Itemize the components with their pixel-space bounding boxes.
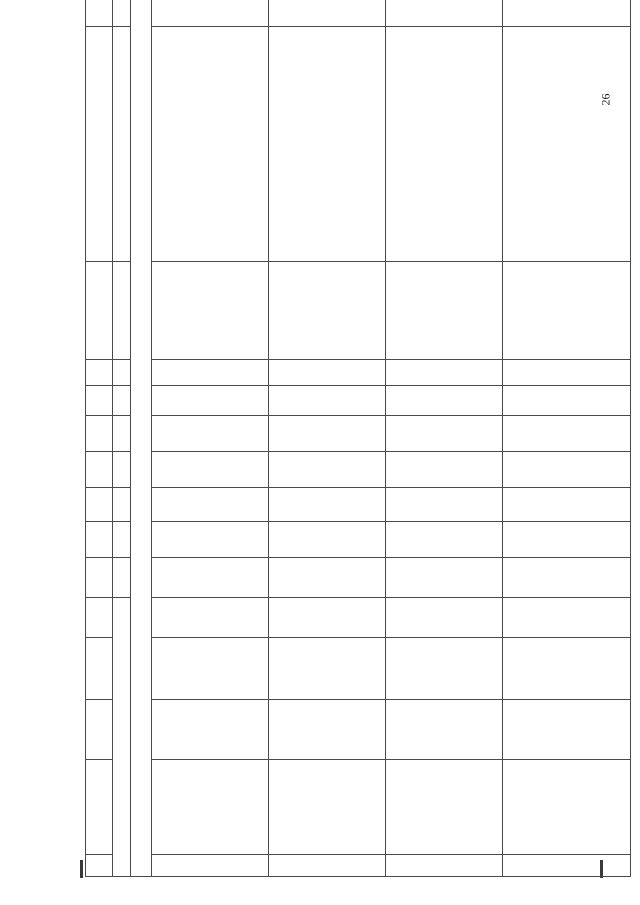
cell-funding-source bbox=[269, 638, 386, 700]
cell-2018 bbox=[86, 416, 113, 452]
cell-funding-source bbox=[386, 638, 503, 700]
cell-executor bbox=[152, 700, 269, 760]
cell-num bbox=[86, 855, 113, 877]
cell-2019 bbox=[86, 386, 113, 416]
cell-num bbox=[152, 855, 269, 877]
cell-num bbox=[386, 855, 503, 877]
cell-2016 bbox=[269, 488, 386, 522]
cell-total-label bbox=[113, 598, 131, 877]
cell-num bbox=[503, 855, 631, 877]
cell-empty bbox=[113, 262, 131, 360]
cell-executor bbox=[503, 700, 631, 760]
cell-term bbox=[269, 598, 386, 638]
cell-total bbox=[386, 558, 503, 598]
cell-2019 bbox=[152, 386, 269, 416]
cell-empty bbox=[113, 27, 131, 262]
cell-measure bbox=[386, 760, 503, 855]
cell-funding-source bbox=[86, 638, 113, 700]
cell-2018 bbox=[503, 416, 631, 452]
cell-measure bbox=[152, 760, 269, 855]
cell-term bbox=[152, 598, 269, 638]
cell-2020 bbox=[269, 360, 386, 386]
cell-num bbox=[269, 855, 386, 877]
cell-empty bbox=[269, 27, 386, 262]
cell-measure bbox=[503, 760, 631, 855]
table-row bbox=[503, 0, 631, 877]
cell-program bbox=[86, 0, 113, 27]
cell-executor bbox=[269, 700, 386, 760]
cell-2019 bbox=[503, 386, 631, 416]
cell-result bbox=[152, 262, 269, 360]
cell-total bbox=[269, 558, 386, 598]
cell-2015 bbox=[152, 522, 269, 558]
table-row bbox=[386, 0, 503, 877]
table-row-header-continuation bbox=[86, 0, 113, 877]
cell-2020 bbox=[386, 360, 503, 386]
cell-2015 bbox=[86, 522, 113, 558]
cell-executor bbox=[86, 700, 113, 760]
rotated-table-wrapper bbox=[85, 27, 595, 877]
cell-program bbox=[386, 0, 503, 27]
cell-2018 bbox=[113, 416, 131, 452]
cell-2018 bbox=[269, 416, 386, 452]
table-row-section-title bbox=[131, 0, 152, 877]
cell-2020 bbox=[152, 360, 269, 386]
cell-2017 bbox=[503, 452, 631, 488]
cell-2017 bbox=[386, 452, 503, 488]
table-row bbox=[152, 0, 269, 877]
cell-executor bbox=[386, 700, 503, 760]
cell-2015 bbox=[113, 522, 131, 558]
cell-program bbox=[269, 0, 386, 27]
cell-2018 bbox=[152, 416, 269, 452]
cell-measure bbox=[269, 760, 386, 855]
cell-term bbox=[86, 598, 113, 638]
cell-empty bbox=[113, 0, 131, 27]
cell-2016 bbox=[386, 488, 503, 522]
cell-empty bbox=[503, 27, 631, 262]
cell-2017 bbox=[86, 452, 113, 488]
cell-funding-source bbox=[503, 638, 631, 700]
cell-2020 bbox=[503, 360, 631, 386]
cell-program bbox=[503, 0, 631, 27]
cell-2019 bbox=[113, 386, 131, 416]
table-row bbox=[269, 0, 386, 877]
cell-2019 bbox=[269, 386, 386, 416]
cell-empty bbox=[86, 27, 113, 262]
program-table bbox=[85, 0, 631, 877]
cell-result bbox=[386, 262, 503, 360]
cell-2017 bbox=[113, 452, 131, 488]
table-row-total bbox=[113, 0, 131, 877]
cell-2019 bbox=[386, 386, 503, 416]
cell-2017 bbox=[269, 452, 386, 488]
cell-2015 bbox=[503, 522, 631, 558]
cell-2017 bbox=[152, 452, 269, 488]
cell-term bbox=[386, 598, 503, 638]
cell-total bbox=[503, 558, 631, 598]
cell-term bbox=[503, 598, 631, 638]
cell-result bbox=[86, 262, 113, 360]
cell-result bbox=[503, 262, 631, 360]
cell-total bbox=[86, 558, 113, 598]
cell-2015 bbox=[386, 522, 503, 558]
cell-2020 bbox=[113, 360, 131, 386]
cell-empty bbox=[386, 27, 503, 262]
cell-2016 bbox=[152, 488, 269, 522]
cell-2018 bbox=[386, 416, 503, 452]
cell-result bbox=[269, 262, 386, 360]
cell-2016 bbox=[113, 488, 131, 522]
cell-program bbox=[152, 0, 269, 27]
cell-2016 bbox=[503, 488, 631, 522]
section-title bbox=[131, 0, 152, 877]
cell-measure bbox=[86, 760, 113, 855]
cell-2016 bbox=[86, 488, 113, 522]
cell-total bbox=[152, 558, 269, 598]
cell-total bbox=[113, 558, 131, 598]
cell-2020 bbox=[86, 360, 113, 386]
cell-funding-source bbox=[152, 638, 269, 700]
cell-2015 bbox=[269, 522, 386, 558]
page-number: 26 bbox=[598, 93, 613, 106]
scan-edge-mark bbox=[80, 860, 83, 878]
cell-empty bbox=[152, 27, 269, 262]
